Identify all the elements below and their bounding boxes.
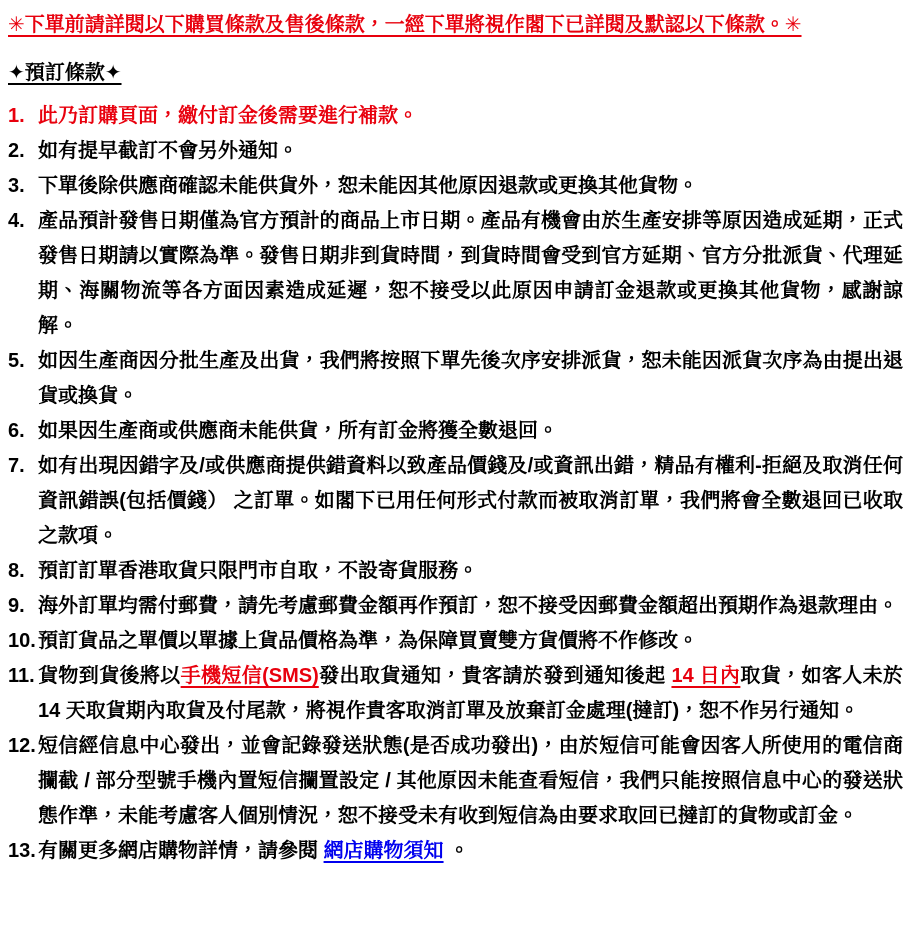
term-text-segment: 如果因生產商或供應商未能供貨，所有訂金將獲全數退回。 (38, 420, 558, 442)
term-number: 5. (8, 350, 25, 372)
term-text (38, 344, 905, 414)
term-text-segment: 有關更多網店購物詳情，請參閱 (38, 840, 324, 862)
term-number: 9. (8, 595, 25, 617)
term-text-segment: 短信經信息中心發出，並會記錄發送狀態(是否成功發出)，由於短信可能會因客人所使用的電信商攔截 / 部分型號手機內置短信攔置設定 / 其他原因未能查看短信，我們只能按照信息中心的發送狀態作準，未能考慮客人個別情況，恕不接受未有收到短信為由要求取回已撻訂的貨物或訂金。 (38, 735, 903, 827)
term-item (8, 589, 905, 624)
term-item (8, 624, 905, 659)
term-text (38, 99, 905, 134)
shop-guide-link[interactable]: 網店購物須知 (323, 840, 444, 862)
term-text-segment: 取貨，如客人未於 14 天取貨期內取貨及付尾款，將視作貴客取消訂單及放棄訂金處理(撻訂)，恕不作另行通知。 (38, 665, 904, 722)
term-item (8, 659, 905, 729)
term-text (38, 659, 905, 729)
term-number: 2. (8, 140, 25, 162)
term-text-segment: 如因生產商因分批生產及出貨，我們將按照下單先後次序安排派貨，恕未能因派貨次序為由提出退貨或換貨。 (38, 350, 903, 407)
purchase-notice: ✳下單前請詳閱以下購買條款及售後條款，一經下單將視作閣下已詳閱及默認以下條款。✳ (8, 14, 802, 36)
term-text-segment: 。 (443, 840, 470, 862)
term-text-segment: 預訂訂單香港取貨只限門市自取，不設寄貨服務。 (38, 560, 478, 582)
term-item (8, 834, 905, 869)
term-item (8, 204, 905, 344)
term-text-segment: 海外訂單均需付郵費，請先考慮郵費金額再作預訂，恕不接受因郵費金額超出預期作為退款理由。 (38, 595, 898, 617)
term-number: 8. (8, 560, 25, 582)
term-text (38, 169, 905, 204)
term-number: 11. (8, 665, 35, 687)
term-text (38, 554, 905, 589)
term-number: 12. (8, 735, 36, 757)
term-text-segment: 如有出現因錯字及/或供應商提供錯資料以致產品價錢及/或資訊出錯，精品有權利-拒絕及取消任何資訊錯誤(包括價錢） 之訂單。如閣下已用任何形式付款而被取消訂單，我們將會全數退回已收取之款項。 (38, 455, 903, 547)
term-number: 13. (8, 840, 36, 862)
term-text (38, 134, 905, 169)
term-text-segment: 發出取貨通知，貴客請於發到通知後起 (318, 665, 672, 687)
term-item (8, 414, 905, 449)
terms-list (8, 99, 905, 869)
term-text-segment: 預訂貨品之單價以單據上貨品價格為準，為保障買賣雙方貨價將不作修改。 (38, 630, 698, 652)
term-text-segment: 此乃訂購頁面，繳付訂金後需要進行補款。 (38, 105, 418, 127)
term-item (8, 169, 905, 204)
term-text-segment: 下單後除供應商確認未能供貨外，恕未能因其他原因退款或更換其他貨物。 (38, 175, 698, 197)
highlight-text: 手機短信(SMS) (180, 665, 319, 687)
term-item (8, 554, 905, 589)
term-number: 10. (8, 630, 36, 652)
term-number: 4. (8, 210, 25, 232)
term-text (38, 624, 905, 659)
term-number: 3. (8, 175, 25, 197)
term-text-segment: 產品預計發售日期僅為官方預計的商品上市日期。產品有機會由於生產安排等原因造成延期，正式發售日期請以實際為準。發售日期非到貨時間，到貨時間會受到官方延期、官方分批派貨、代理延期、海關物流等各方面因素造成延遲，恕不接受以此原因申請訂金退款或更換其他貨物，感謝諒解。 (38, 210, 903, 337)
term-number: 6. (8, 420, 25, 442)
term-item (8, 134, 905, 169)
term-text (38, 414, 905, 449)
term-number: 7. (8, 455, 25, 477)
section-heading-preorder-terms: ✦預訂條款✦ (8, 62, 122, 84)
term-item (8, 729, 905, 834)
term-text (38, 204, 905, 344)
term-item (8, 344, 905, 414)
term-number: 1. (8, 105, 25, 127)
term-text (38, 834, 905, 869)
term-text (38, 449, 905, 554)
term-item (8, 449, 905, 554)
term-item (8, 99, 905, 134)
term-text (38, 589, 905, 624)
highlight-text: 14 日內 (671, 665, 741, 687)
term-text (38, 729, 905, 834)
term-text-segment: 貨物到貨後將以 (38, 665, 181, 687)
term-text-segment: 如有提早截訂不會另外通知。 (38, 140, 298, 162)
